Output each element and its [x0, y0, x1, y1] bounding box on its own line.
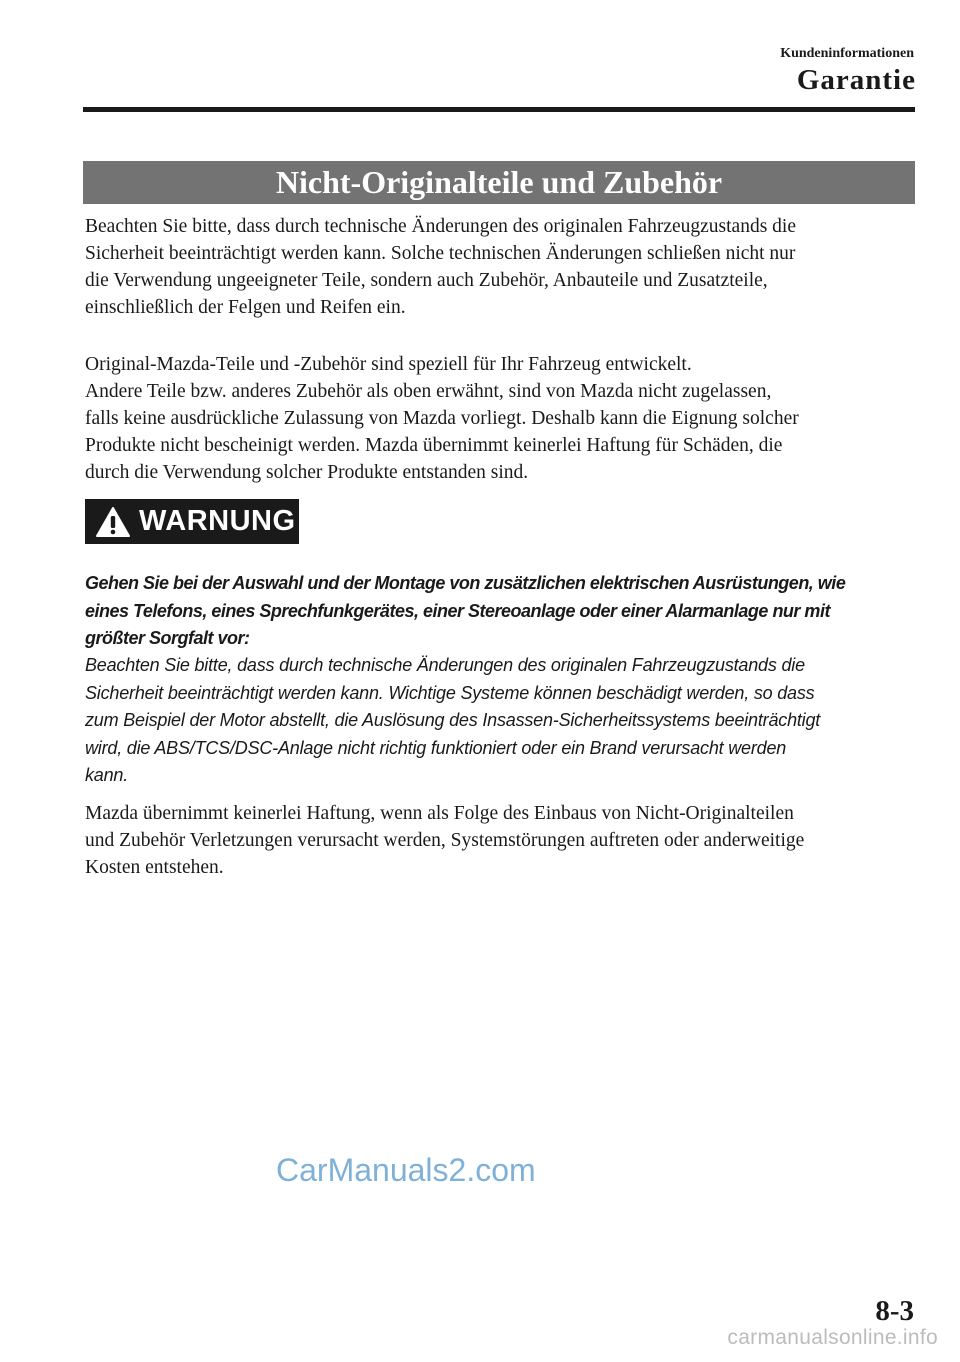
intro-paragraph — [85, 213, 915, 321]
text-line: Original-Mazda-Teile und -Zubehör sind speziell für Ihr Fahrzeug entwickelt. — [85, 354, 692, 375]
warning-label: WARNUNG — [139, 505, 296, 537]
text-line: größter Sorgfalt vor: — [85, 628, 250, 649]
warning-text — [85, 652, 915, 790]
text-line: Sicherheit beeinträchtigt werden kann. Solche technischen Änderungen schließen nicht nur — [85, 243, 796, 264]
text-line: einschließlich der Felgen und Reifen ein. — [85, 297, 406, 318]
text-line: Kosten entstehen. — [85, 857, 224, 878]
text-line: Sicherheit beeinträchtigt werden kann. Wichtige Systeme können beschädigt werden, so dass — [85, 682, 815, 703]
header-rule — [83, 107, 915, 112]
text-line: Gehen Sie bei der Auswahl und der Montage von zusätzlichen elektrischen Ausrüstungen, wie — [85, 573, 846, 593]
header-chapter-title: Garantie — [796, 64, 916, 96]
text-line: wird, die ABS/TCS/DSC-Anlage nicht richtig funktioniert oder ein Brand verursacht werden — [85, 737, 787, 758]
text-line: und Zubehör Verletzungen verursacht werden, Systemstörungen auftreten oder anderweitige — [85, 830, 805, 851]
header-section-title: Kundeninformationen — [780, 46, 914, 61]
text-line: die Verwendung ungeeigneter Teile, sondern auch Zubehör, Anbauteile und Zusatzteile, — [85, 270, 768, 291]
text-line: falls keine ausdrückliche Zulassung von Mazda vorliegt. Deshalb kann die Eignung solcher — [85, 408, 799, 429]
text-line: Beachten Sie bitte, dass durch technische Änderungen des originalen Fahrzeugzustands die — [85, 216, 796, 237]
warning-headline — [85, 570, 915, 653]
text-line: Mazda übernimmt keinerlei Haftung, wenn als Folge des Einbaus von Nicht-Originalteilen — [85, 803, 794, 824]
watermark-link[interactable]: CarManuals2.com — [276, 1152, 536, 1188]
text-line: zum Beispiel der Motor abstellt, die Auslösung des Insassen-Sicherheitssystems beeinträchtigt — [85, 710, 821, 731]
page-number: 8-3 — [875, 1295, 914, 1327]
text-line: Produkte nicht bescheinigt werden. Mazda übernimmt keinerlei Haftung für Schäden, die — [85, 435, 783, 456]
section-banner: Nicht-Originalteile und Zubehör — [83, 161, 915, 204]
footer-watermark-link[interactable]: carmanualsonline.info — [727, 1326, 938, 1349]
text-line: durch die Verwendung solcher Produkte entstanden sind. — [85, 462, 529, 483]
text-line: Beachten Sie bitte, dass durch technische Änderungen des originalen Fahrzeugzustands die — [85, 655, 805, 675]
warning-badge — [85, 499, 299, 544]
parts-paragraph — [85, 351, 915, 486]
text-line: kann. — [85, 765, 129, 786]
liability-paragraph — [85, 800, 915, 881]
exclamation-triangle-icon — [95, 506, 131, 538]
text-line: Andere Teile bzw. anderes Zubehör als oben erwähnt, sind von Mazda nicht zugelassen, — [85, 381, 772, 402]
text-line: eines Telefons, eines Sprechfunkgerätes, einer Stereoanlage oder einer Alarmanlage nur mit — [85, 600, 830, 621]
